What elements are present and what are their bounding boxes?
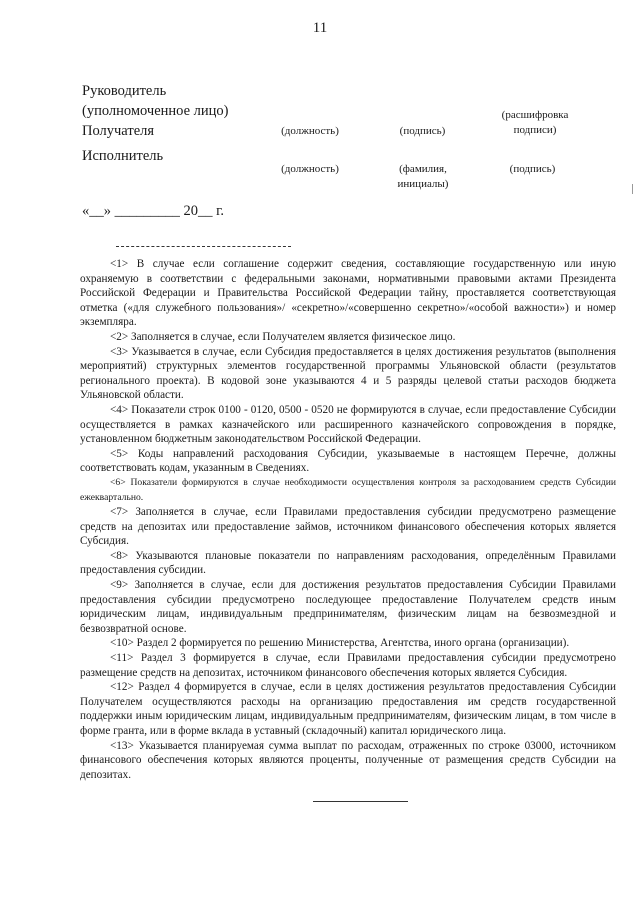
footnote-12: <12> Раздел 4 формируется в случае, если в целях достижения результатов предоставления Субсидии Получателем осуществляются расходы на организацию предоставления им средств государственной поддержки иным юридическим лицам, индивидуальным предпринимателям, физическим лицам, в том числе в форме гранта, или в форме вклада в уставный (складочный) капитал юридического лица.	[80, 681, 616, 737]
executor-position-caption: (должность)	[281, 163, 339, 175]
footnote-11: <11> Раздел 3 формируется в случае, если Правилами предоставления субсидии предусмотрено размещение средств на депозитах, источником финансового обеспечения которых является Субсидия.	[80, 652, 616, 679]
footnote-3: <3> Указывается в случае, если Субсидия предоставляется в целях достижения результатов (выполнения мероприятий) структурных элементов государственной программы Ульяновской области (результатов регионального проекта). В кодовой зоне указываются 4 и 5 разряды целевой статьи расходов бюджета Ульяновской области.	[80, 345, 616, 402]
executor-title: Исполнитель	[82, 148, 164, 164]
footnote-8: <8> Указываются плановые показатели по направлениям расходования, определённым Правилами предоставления субсидии.	[80, 549, 616, 577]
footnote-10: <10> Раздел 2 формируется по решению Министерства, Агентства, иного органа (организации).	[110, 637, 570, 650]
footnote-9: <9> Заполняется в случае, если для достижения результатов предоставления Субсидии Правилами предоставления субсидии предусмотрено последующее предоставление Получателем средств иным юридическим лицам, индивидуальным предпринимателям, физическим лицам на безвозмездной и безвозвратной основе.	[80, 579, 616, 635]
signatory-title-line1: Руководитель	[82, 83, 167, 99]
signature-caption: (подпись)	[399, 125, 446, 137]
executor-name-caption-line2: инициалы)	[397, 178, 449, 190]
margin-mark	[632, 184, 633, 194]
footnote-5: <5> Коды направлений расходования Субсидии, указываемые в настоящем Перечне, должны соответствовать кодам, указанным в Сведениях.	[80, 447, 616, 475]
footnote-6: <6> Показатели формируются в случае необходимости осуществления контроля за расходованием средств Субсидии ежеквартально.	[80, 476, 616, 503]
decoding-caption-line2: подписи)	[513, 124, 557, 136]
page-number: 11	[312, 20, 328, 36]
signatory-title-line2: (уполномоченное лицо)	[82, 103, 229, 119]
footnote-13: <13> Указывается планируемая сумма выплат по расходам, отраженных по строке 03000, источником финансового обеспечения которых являются проценты, полученные от размещения средств Субсидии на депозитах.	[80, 739, 616, 781]
signatory-title-line3: Получателя	[82, 123, 155, 139]
footnote-2: <2> Заполняется в случае, если Получателем является физическое лицо.	[110, 330, 456, 343]
decoding-caption-line1: (расшифровка	[501, 109, 569, 121]
footnote-7: <7> Заполняется в случае, если Правилами предоставления субсидии предусмотрено размещение средств на депозитах или предоставление займов, источником финансового обеспечения которых является Субсидия.	[80, 506, 616, 548]
date-line: «__» _________ 20__ г.	[82, 203, 225, 219]
footnote-1: <1> В случае если соглашение содержит сведения, составляющие государственную или иную охраняемую в соответствии с федеральными законами, нормативными правовыми актами Президента Российской Федерации и Правительства Российской Федерации тайну, проставляется соответствующая отметка («для служебного пользования»/ «секретно»/«совершенно секретно»/«особой важности») и номер экземпляра.	[80, 258, 616, 329]
footnotes	[80, 257, 616, 782]
footnote-4: <4> Показатели строк 0100 - 0120, 0500 - 0520 не формируются в случае, если предоставление Субсидии осуществляется в рамках казначейского или расширенного казначейского сопровождения в порядке, установленном бюджетным законодательством Российской Федерации.	[80, 403, 616, 446]
executor-signature-caption: (подпись)	[509, 163, 556, 175]
footnote-separator	[116, 246, 291, 247]
position-caption: (должность)	[281, 125, 339, 137]
executor-name-caption-line1: (фамилия,	[399, 163, 447, 175]
end-separator	[313, 801, 408, 802]
